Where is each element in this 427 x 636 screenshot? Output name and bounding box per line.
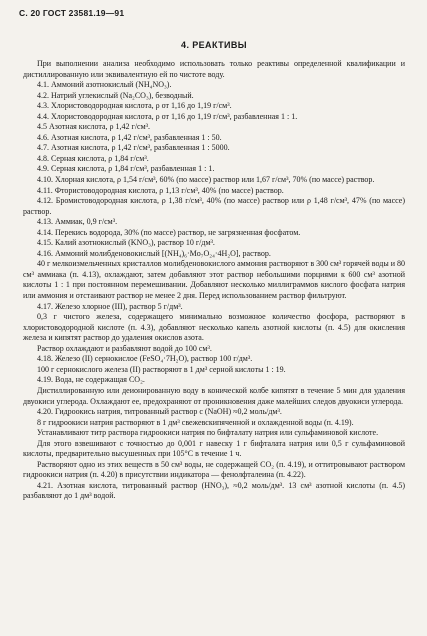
paragraph: 4.10. Хлорная кислота, ρ 1,54 г/см³, 60% (по массе) раствор или 1,67 г/см³, 70% (по массе) раствор. [37,175,375,185]
paragraph: Устанавливают титр раствора гидроокиси натрия по бифталату натрия или сульфаминовой кислоте. [37,428,379,438]
paragraph: 4.2. Натрий углекислый (Na₂CO₃), безводный. [37,90,194,100]
paragraph: 4.18. Железо (II) сернокислое (FeSO₄·7H₂O), раствор 100 г/дм³. [37,354,253,364]
page-header: С. 20 ГОСТ 23581.19—91 [19,8,125,18]
paragraph: 4.9. Серная кислота, ρ 1,84 г/см³, разбавленная 1 : 1. [37,164,215,174]
paragraph: 4.17. Железо хлорное (III), раствор 5 г/дм³. [37,301,183,311]
paragraph: 4.6. Азотная кислота, ρ 1,42 г/см³, разбавленная 1 : 50. [37,132,222,142]
paragraph: 4.4. Хлористоводородная кислота, ρ от 1,16 до 1,19 г/см³, разбавленная 1 : 1. [37,111,298,121]
document-body [23,59,405,502]
paragraph: 4.16. Аммоний молибденовокислый [(NH₄)₆·Mo₇O₂₄·4H₂O], раствор. [37,248,271,258]
paragraph: 4.8. Серная кислота, ρ 1,84 г/см³. [37,153,149,163]
paragraph: 4.5 Азотная кислота, ρ 1,42 г/см³. [37,122,151,132]
paragraph: Дистиллированную или деионированную воду в конической колбе кипятят в течение 5 мин для удаления двуокиси углерода. Охлаждают ее, предохраняют от проникновения даже малейших следов двуокиси углерода. [23,385,405,406]
paragraph: 4.19. Вода, не содержащая CO₂. [37,375,145,385]
paragraph: 4.3. Хлористоводородная кислота, ρ от 1,16 до 1,19 г/см³. [37,101,232,111]
paragraph: 4.13. Аммиак, 0,9 г/см³. [37,217,118,227]
paragraph: 8 г гидроокиси натрия растворяют в 1 дм³ свежевскипяченной и охлажденной воды (п. 4.19). [37,417,354,427]
paragraph: 4.15. Калий азотнокислый (KNO₃), раствор 10 г/дм³. [37,238,215,248]
paragraph: 100 г сернокислого железа (II) растворяют в 1 дм³ серной кислоты 1 : 19. [37,364,286,374]
paragraph: 4.1. Аммоний азотнокислый (NH₄NO₃). [37,80,172,90]
paragraph: Раствор охлаждают и разбавляют водой до 100 см³. [37,343,212,353]
paragraph: При выполнении анализа необходимо использовать только реактивы определенной квалификации и дистиллированную или эквивалентную ей по чистоте воду. [23,59,405,79]
paragraph: Растворяют одно из этих веществ в 50 см³ воды, не содержащей CO₂ (п. 4.19), и оттитровывают раствором гидроокиси натрия (п. 4.20) в присутствии индикатора — фенолфталеина (п. 4.22). [23,459,405,480]
paragraph: 4.20. Гидроокись натрия, титрованный раствор с (NaOH) ≈0,2 моль/дм³. [37,407,282,417]
paragraph: Для этого взвешивают с точностью до 0,001 г навеску 1 г бифталата натрия или 0,5 г сульфаминовой кислоты, предварительно высушенных при 105°С в течение 1 ч. [23,438,405,459]
paragraph: 4.14. Перекись водорода, 30% (по массе) раствор, не загрязненная фосфатом. [37,227,301,237]
paragraph: 4.11. Фтористоводородная кислота, ρ 1,13 г/см³, 40% (по массе) раствор. [37,185,284,195]
paragraph: 0,3 г чистого железа, содержащего минимально возможное количество фосфора, растворяют в хлористоводородной кислоте (п. 4.3), добавляют несколько капель азотной кислоты (п. 4.5) для окисления железа и кипятят раствор до удаления окислов азота. [23,312,405,343]
section-title: 4. РЕАКТИВЫ [181,40,247,50]
paragraph: 4.12. Бромистоводородная кислота, ρ 1,38 г/см³, 40% (по массе) раствор или ρ 1,48 г/см³, 47% (по массе) раствор. [23,196,405,216]
paragraph: 4.21. Азотная кислота, титрованный раствор (HNO₃), ≈0,2 моль/дм³. 13 см³ азотной кислоты (п. 4.5) разбавляют до 1 дм³ водой. [23,480,405,501]
paragraph: 40 г мелкоизмельченных кристаллов молибденовокислого аммония растворяют в 300 см³ горячей воды и 80 см³ аммиака (п. 4.13), охлаждают, затем добавляют этот раствор небольшими порциями к 600 см³ азотной кислоты 1 : 1 при постоянном перемешивании. Добавляют несколько миллиграммов кислого фосфата натрия или аммония и отстаивают раствор не менее 2 дня. Перед использованием раствор фильтруют. [23,259,405,301]
paragraph: 4.7. Азотная кислота, ρ 1,42 г/см³, разбавленная 1 : 5000. [37,143,230,153]
